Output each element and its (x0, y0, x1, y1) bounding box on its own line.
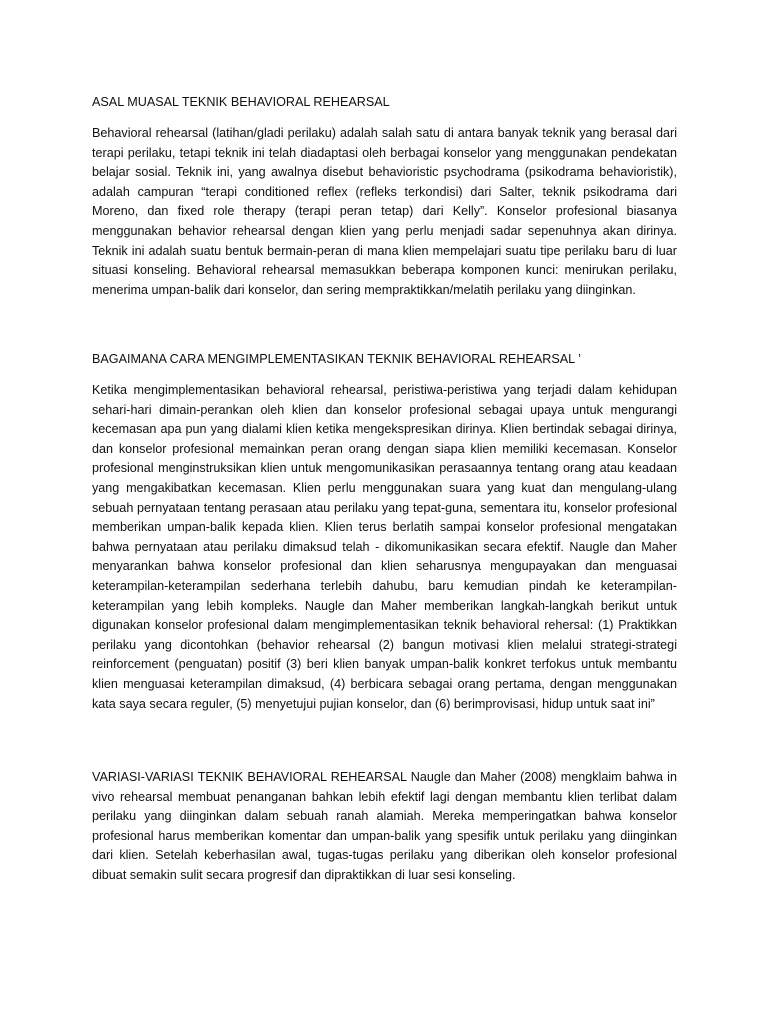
paragraph-variasi-body: Naugle dan Maher (2008) mengklaim bahwa in vivo rehearsal membuat penanganan bahkan lebih efektif lagi dengan membantu klien terlibat dalam perilaku yang diinginkan dalam sebuah ranah alamiah. Mereka memperingatkan bahwa konselor profesional harus memberikan komentar dan umpan-balik yang spesifik untuk perilaku yang diinginkan dari klien. Setelah keberhasilan awal, tugas-tugas perilaku yang diberikan oleh konselor profesional dibuat semakin sulit secara progresif dan dipraktikkan di luar sesi konseling. (92, 770, 677, 882)
paragraph-variasi (92, 768, 677, 886)
section-heading-asal-muasal: ASAL MUASAL TEKNIK BEHAVIORAL REHEARSAL (92, 95, 390, 109)
section-heading-cara-implementasi: BAGAIMANA CARA MENGIMPLEMENTASIKAN TEKNIK BEHAVIORAL REHEARSAL ’ (92, 352, 581, 366)
paragraph-cara-implementasi: Ketika mengimplementasikan behavioral rehearsal, peristiwa-peristiwa yang terjadi dalam kehidupan sehari-hari dimain-perankan oleh klien dan konselor profesional sebagai upaya untuk mengurangi kecemasan apa pun yang dialami klien ketika mengekspresikan dirinya. Klien bertindak sebagai dirinya, dan konselor profesional memainkan peran orang dengan siapa klien memiliki kecemasan. Konselor profesional menginstruksikan klien untuk mengomunikasikan perasaannya tentang orang atau keadaan yang mengakibatkan kecemasan. Klien perlu menggunakan suara yang kuat dan mengulang-ulang sebuah pernyataan tentang perasaan atau perilaku yang tepat-guna, sementara itu, konselor profesional memberikan umpan-balik kepada klien. Klien terus berlatih sampai konselor profesional mengatakan bahwa pernyataan atau perilaku dimaksud telah - dikomunikasikan secara efektif. Naugle dan Maher menyarankan bahwa konselor profesional dan klien seharusnya mengupayakan dan menguasai keterampilan-keterampilan sederhana terlebih dahubu, baru kemudian pindah ke keterampilan-keterampilan yang lebih kompleks. Naugle dan Maher memberikan langkah-langkah berikut untuk digunakan konselor profesional dalam mengimplementasikan teknik behavioral rehersal: (1) Praktikkan perilaku yang dicontohkan (behavior rehearsal (2) bangun motivasi klien melalui strategi-strategi reinforcement (penguatan) positif (3) beri klien banyak umpan-balik konkret terfokus untuk membantu klien menguasai keterampilan dimaksud, (4) berbicara sebagai orang pertama, dengan menggunakan kata saya secara reguler, (5) menyetujui pujian konselor, dan (6) berimprovisasi, hidup untuk saat ini” (92, 383, 677, 711)
document-page (92, 0, 677, 1024)
section-heading-variasi: VARIASI-VARIASI TEKNIK BEHAVIORAL REHEARSAL (92, 770, 407, 784)
paragraph-asal-muasal: Behavioral rehearsal (latihan/gladi perilaku) adalah salah satu di antara banyak teknik yang berasal dari terapi perilaku, tetapi teknik ini telah diadaptasi oleh berbagai konselor yang menggunakan pendekatan belajar sosial. Teknik ini, yang awalnya disebut behavioristic psychodrama (psikodrama behavioristik), adalah campuran “terapi conditioned reflex (refleks terkondisi) dari Salter, teknik psikodrama dari Moreno, dan fixed role therapy (terapi peran tetap) dari Kelly”. Konselor profesional biasanya menggunakan behavior rehearsal dengan klien yang perlu menjadi sadar sepenuhnya akan dirinya. Teknik ini adalah suatu bentuk bermain-peran di mana klien mempelajari suatu tipe perilaku baru di luar situasi konseling. Behavioral rehearsal memasukkan beberapa komponen kunci: menirukan perilaku, menerima umpan-balik dari konselor, dan sering mempraktikkan/melatih perilaku yang diinginkan. (92, 126, 677, 297)
